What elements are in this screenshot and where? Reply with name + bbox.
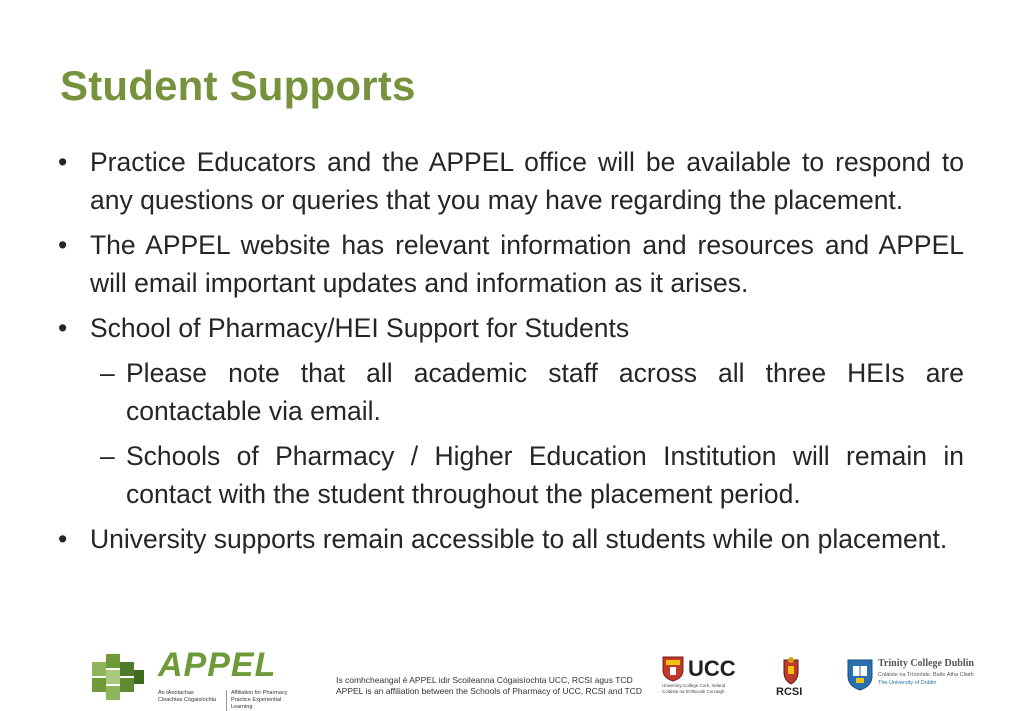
appel-tagline-irish: An tAontachas Cleachtas Cógaisíochta <box>158 690 217 703</box>
ucc-subtitle-english: University College Cork, Ireland <box>662 683 726 688</box>
bullet-marker: • <box>58 147 68 177</box>
footer-logos <box>0 640 1024 709</box>
sub-bullet-text: Schools of Pharmacy / Higher Education Institution will remain in contact with the student throughout the placement period. <box>126 441 964 509</box>
sub-bullet-marker: – <box>100 358 115 388</box>
sub-bullet-item <box>56 354 964 430</box>
tcd-irish-name: Coláiste na Tríonóide, Baile Átha Cliath <box>878 672 974 678</box>
affiliation-irish: Is comhcheangal é APPEL idir Scoileanna Cógaisíochta UCC, RCSI agus TCD <box>336 675 633 685</box>
bullet-marker: • <box>58 524 68 554</box>
bullet-marker: • <box>58 313 68 343</box>
slide-title: Student Supports <box>60 62 416 109</box>
tcd-subtitle: The University of Dublin <box>878 680 937 686</box>
bullet-text: School of Pharmacy/HEI Support for Students <box>90 313 630 343</box>
bullet-marker: • <box>58 230 68 260</box>
tcd-crest-icon <box>846 658 874 692</box>
affiliation-english: APPEL is an affiliation between the Schools of Pharmacy of UCC, RCSI and TCD <box>336 686 642 696</box>
rcsi-wordmark: RCSI <box>776 686 803 698</box>
sub-bullet-text: Please note that all academic staff across all three HEIs are contactable via email. <box>126 358 964 426</box>
tcd-name: Trinity College Dublin <box>878 658 974 669</box>
bullet-text: The APPEL website has relevant information and resources and APPEL will email important updates and information as it arises. <box>90 230 964 298</box>
appel-wordmark: APPEL <box>158 646 277 684</box>
ucc-subtitle <box>662 683 725 695</box>
ucc-crest-icon <box>662 656 684 682</box>
sub-bullet-marker: – <box>100 441 115 471</box>
bullet-item <box>56 143 964 219</box>
appel-cube-icon <box>86 648 150 706</box>
ucc-wordmark: UCC <box>688 656 736 681</box>
bullet-item <box>56 309 964 347</box>
ucc-subtitle-irish: Coláiste na hOllscoile Corcaigh <box>662 689 725 694</box>
sub-bullet-item <box>56 437 964 513</box>
ucc-logo <box>662 656 736 696</box>
bullet-item <box>56 226 964 302</box>
content-body <box>56 143 964 565</box>
appel-tagline-english: Affiliation for Pharmacy Practice Experiential Learning <box>226 690 293 711</box>
bullet-item <box>56 520 964 558</box>
bullet-text: University supports remain accessible to all students while on placement. <box>90 524 948 554</box>
bullet-text: Practice Educators and the APPEL office will be available to respond to any questions or queries that you may have regarding the placement. <box>90 147 964 215</box>
rcsi-logo <box>774 656 808 700</box>
affiliation-statement <box>336 675 642 697</box>
rcsi-crest-icon <box>776 656 806 686</box>
tcd-logo <box>846 658 986 698</box>
appel-logo <box>86 646 288 710</box>
